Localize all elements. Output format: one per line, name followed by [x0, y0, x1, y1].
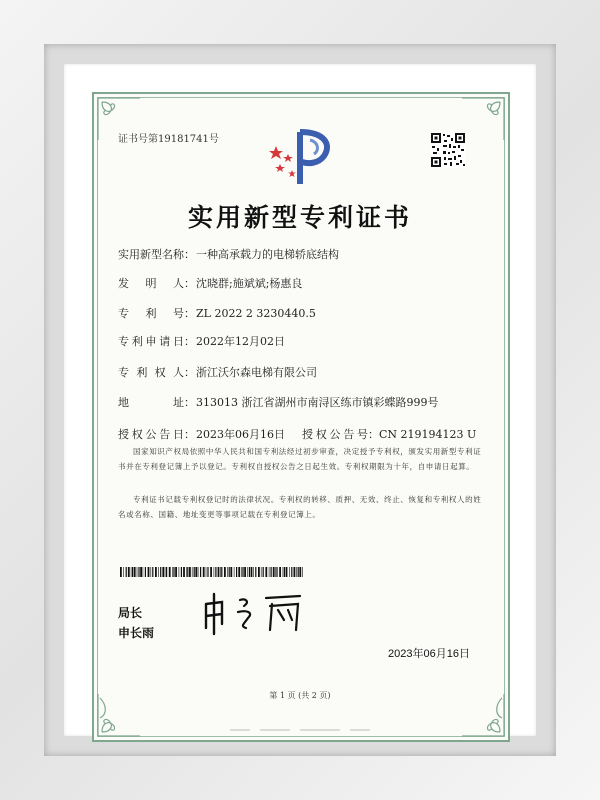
signatory-title: 局长	[118, 606, 143, 620]
qr-code-icon	[430, 132, 466, 168]
field-grant-announcement-number: 授权公告号：CN 219194123 U	[302, 428, 477, 441]
corner-ornament-icon	[460, 96, 506, 142]
field-address: 地 址：313013 浙江省湖州市南浔区练市镇彩蝶路999号	[118, 396, 439, 409]
field-label: 授权公告日	[118, 428, 184, 441]
field-value: 浙江沃尔森电梯有限公司	[196, 366, 317, 379]
page-number: 第 1 页 (共 2 页)	[269, 691, 331, 700]
field-value: 2022年12月02日	[196, 335, 285, 348]
field-value: CN 219194123 U	[379, 428, 477, 441]
barcode-icon	[120, 562, 304, 572]
field-label: 发 明 人	[118, 277, 184, 290]
field-label: 专 利 号	[118, 307, 184, 320]
signatory-name: 申长雨	[118, 626, 155, 640]
issue-date: 2023年06月16日	[388, 648, 470, 660]
certificate-border-inner	[97, 97, 505, 737]
field-grant-announcement-date: 授权公告日：2023年06月16日	[118, 428, 285, 441]
field-value: 313013 浙江省湖州市南浔区练市镇彩蝶路999号	[196, 396, 439, 409]
cnipa-logo	[262, 126, 338, 190]
certificate-paragraph-legal-status: 专利证书记载专利权登记时的法律状况。专利权的转移、质押、无效、终止、恢复和专利权人的姓名或名称、国籍、地址变更等事项记载在专利登记簿上。	[118, 495, 482, 519]
field-label: 授权公告号	[302, 428, 368, 441]
certificate-number: 证书号第19181741号	[118, 134, 219, 145]
certificate-paragraph-grant: 国家知识产权局依照中华人民共和国专利法经过初步审查，决定授予专利权，颁发实用新型专利证书并在专利登记簿上予以登记。专利权自授权公告之日起生效。专利权期限为十年，自申请日起算。	[118, 447, 482, 471]
field-value: 沈晓群;施斌斌;杨惠良	[196, 277, 303, 290]
field-application-date: 专利申请日：2022年12月02日	[118, 335, 285, 348]
certificate-title: 实用新型专利证书	[187, 203, 412, 232]
field-value: 一种高承载力的电梯轿底结构	[196, 248, 339, 261]
field-value: 2023年06月16日	[196, 428, 285, 441]
field-utility-model-name: 实用新型名称：一种高承载力的电梯轿底结构	[118, 248, 339, 261]
handwritten-signature	[200, 590, 310, 636]
bottom-decoration	[230, 718, 370, 724]
field-patent-number: 专 利 号：ZL 2022 2 3230440.5	[118, 307, 316, 320]
field-label: 专利权人	[118, 366, 184, 379]
field-patentee: 专利权人：浙江沃尔森电梯有限公司	[118, 366, 317, 379]
field-label: 地 址	[118, 396, 184, 409]
field-inventor: 发 明 人：沈晓群;施斌斌;杨惠良	[118, 277, 303, 290]
field-label: 专利申请日	[118, 335, 184, 348]
field-label: 实用新型名称	[118, 248, 184, 261]
field-value: ZL 2022 2 3230440.5	[196, 307, 316, 320]
